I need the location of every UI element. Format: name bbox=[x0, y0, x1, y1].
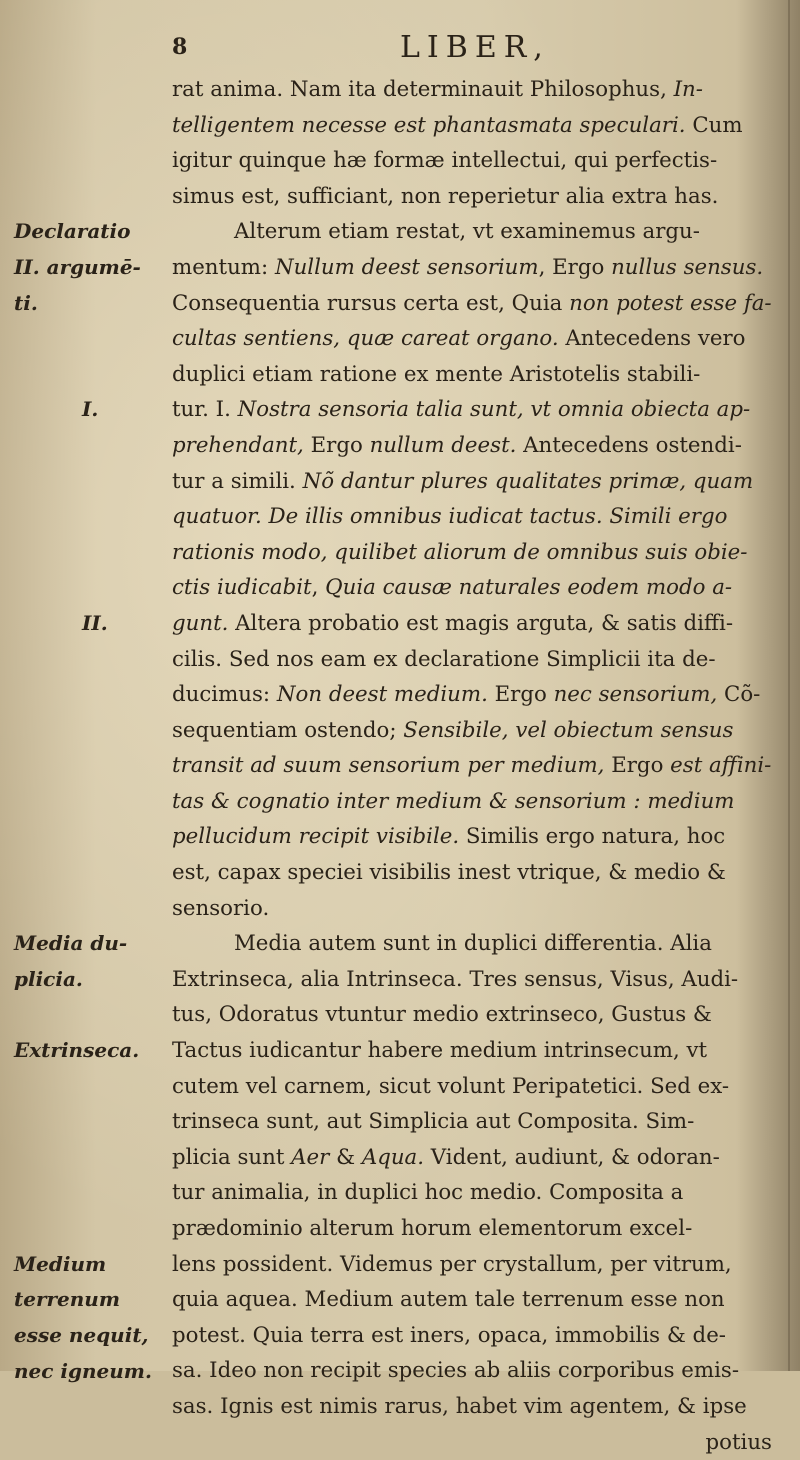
italic-text: non potest esse fa- bbox=[569, 290, 772, 316]
italic-text: Nõ dantur plures qualitates primæ, quam bbox=[302, 468, 754, 494]
margin-note-media-duplicia bbox=[14, 926, 164, 997]
roman-text: quia aquea. Medium autem tale terrenum esse non bbox=[172, 1287, 725, 1313]
margin-note-line: II. argumē- bbox=[14, 254, 141, 279]
text-line bbox=[172, 357, 772, 393]
roman-text: Altera probatio est magis arguta, & satis diffi- bbox=[228, 610, 734, 636]
roman-text: Ergo bbox=[604, 753, 671, 779]
roman-text: tus, Odoratus vtuntur medio extrinseco, Gustus & bbox=[172, 1002, 712, 1028]
roman-text: Media autem sunt in duplici differentia. Alia bbox=[234, 931, 712, 957]
text-line bbox=[172, 748, 772, 784]
text-line bbox=[172, 464, 772, 500]
italic-text: Aer bbox=[291, 1144, 330, 1170]
margin-note-line: ti. bbox=[14, 290, 38, 315]
margin-note-line: plicia. bbox=[14, 966, 83, 991]
margin-note-medium-terrenum bbox=[14, 1247, 164, 1389]
margin-note-line: terrenum bbox=[14, 1287, 121, 1312]
text-line bbox=[172, 1389, 772, 1425]
italic-text: Nostra sensoria talia sunt, vt omnia obiecta ap- bbox=[237, 397, 751, 423]
page-edge bbox=[788, 0, 790, 1371]
text-line bbox=[172, 108, 772, 144]
roman-text: potius bbox=[705, 1429, 772, 1455]
roman-text: lens possident. Videmus per crystallum, per vitrum, bbox=[172, 1251, 732, 1277]
italic-text: cultas sentiens, quæ careat organo. bbox=[172, 326, 559, 352]
roman-text: Ergo bbox=[487, 682, 554, 708]
text-line bbox=[172, 1318, 772, 1354]
text-line bbox=[172, 179, 772, 215]
text-line bbox=[172, 250, 772, 286]
text-line bbox=[172, 214, 772, 250]
roman-text: Similis ergo natura, hoc bbox=[459, 824, 726, 850]
roman-text: mentum: bbox=[172, 254, 275, 280]
page-number: 8 bbox=[172, 34, 188, 60]
text-line bbox=[172, 819, 772, 855]
roman-text: sas. Ignis est nimis rarus, habet vim agentem, & ipse bbox=[172, 1393, 747, 1419]
italic-text: quatuor. De illis omnibus iudicat tactus. Simili ergo bbox=[172, 504, 728, 530]
italic-text: Sensibile, vel obiectum sensus bbox=[403, 717, 734, 743]
text-line bbox=[172, 891, 772, 927]
margin-note-line: Media du- bbox=[14, 931, 128, 956]
roman-text: tur animalia, in duplici hoc medio. Composita a bbox=[172, 1180, 684, 1206]
page-header bbox=[150, 28, 780, 68]
roman-text: potest. Quia terra est iners, opaca, immobilis & de- bbox=[172, 1322, 726, 1348]
text-line bbox=[172, 642, 772, 678]
italic-text: pellucidum recipit visibile. bbox=[172, 824, 460, 850]
text-line bbox=[172, 321, 772, 357]
text-line bbox=[172, 1247, 772, 1283]
text-line bbox=[172, 428, 772, 464]
text-line bbox=[172, 1211, 772, 1247]
italic-text: est affini- bbox=[670, 753, 772, 779]
italic-text: transit ad suum sensorium per medium, bbox=[172, 753, 605, 779]
text-line bbox=[172, 962, 772, 998]
text-line bbox=[172, 1140, 772, 1176]
margin-note-line: nec igneum. bbox=[14, 1358, 152, 1383]
roman-text: , bbox=[311, 575, 326, 601]
text-line bbox=[172, 143, 772, 179]
roman-text: tur a simili. bbox=[172, 468, 303, 494]
roman-text: est, capax speciei visibilis inest vtrique, & medio & bbox=[172, 860, 726, 886]
margin-note-line: Declaratio bbox=[14, 219, 131, 244]
text-line bbox=[172, 72, 772, 108]
margin-note-line: II. bbox=[82, 611, 108, 635]
italic-text: rationis modo, quilibet aliorum de omnibus suis obie- bbox=[172, 539, 748, 565]
text-line bbox=[172, 286, 772, 322]
roman-text: sequentiam ostendo; bbox=[172, 717, 404, 743]
roman-text: Consequentia rursus certa est, Quia bbox=[172, 290, 570, 316]
roman-text: ducimus: bbox=[172, 682, 277, 708]
roman-text: plicia sunt bbox=[172, 1144, 292, 1170]
italic-text: nec sensorium, bbox=[553, 682, 718, 708]
margin-note-declaratio bbox=[14, 214, 164, 321]
margin-note-numeral-2 bbox=[14, 606, 162, 642]
roman-text: Cum bbox=[685, 112, 743, 138]
italic-text: Quia causæ naturales eodem modo a- bbox=[325, 575, 733, 601]
roman-text: Antecedens vero bbox=[558, 326, 746, 352]
text-line bbox=[172, 1033, 772, 1069]
text-line bbox=[172, 1104, 772, 1140]
italic-text: tas & cognatio inter medium & sensorium : medium bbox=[172, 788, 735, 814]
italic-text: gunt. bbox=[172, 610, 229, 636]
italic-text: Aqua. bbox=[361, 1144, 425, 1170]
roman-text: cutem vel carnem, sicut volunt Peripatetici. Sed ex- bbox=[172, 1073, 730, 1099]
italic-text: nullum deest. bbox=[369, 432, 517, 458]
italic-text: Non deest medium. bbox=[276, 682, 488, 708]
text-line bbox=[172, 570, 772, 606]
running-head: LIBER, bbox=[400, 30, 550, 65]
roman-text: simus est, sufficiant, non reperietur alia extra has. bbox=[172, 183, 719, 209]
roman-text: Tactus iudicantur habere medium intrinsecum, vt bbox=[172, 1038, 708, 1064]
margin-note-line: I. bbox=[82, 397, 99, 422]
italic-text: prehendant, bbox=[172, 432, 304, 458]
text-line bbox=[172, 499, 772, 535]
roman-text: cilis. Sed nos eam ex declaratione Simplicii ita de- bbox=[172, 646, 716, 672]
roman-text: tur. I. bbox=[172, 397, 238, 423]
text-line bbox=[172, 1175, 772, 1211]
roman-text: trinseca sunt, aut Simplicia aut Composita. Sim- bbox=[172, 1109, 695, 1135]
text-line bbox=[172, 926, 772, 962]
text-line bbox=[172, 1425, 772, 1460]
roman-text: Ergo bbox=[303, 432, 370, 458]
roman-text: & bbox=[329, 1144, 362, 1170]
italic-text: ctis iudicabit bbox=[172, 575, 312, 601]
text-line bbox=[172, 1069, 772, 1105]
italic-text: Nullum deest sensorium bbox=[274, 254, 539, 280]
text-line bbox=[172, 784, 772, 820]
body-text bbox=[172, 72, 772, 1460]
text-line bbox=[172, 392, 772, 428]
roman-text: Extrinseca, alia Intrinseca. Tres sensus, Visus, Audi- bbox=[172, 966, 739, 992]
text-line bbox=[172, 1282, 772, 1318]
margin-note-extrinseca bbox=[14, 1033, 164, 1069]
text-line bbox=[172, 997, 772, 1033]
roman-text: rat anima. Nam ita determinauit Philosophus, bbox=[172, 77, 674, 102]
roman-text: sensorio. bbox=[172, 895, 270, 921]
italic-text: In- bbox=[673, 77, 703, 102]
text-line bbox=[172, 677, 772, 713]
italic-text: nullus sensus. bbox=[611, 254, 764, 280]
text-line bbox=[172, 606, 772, 642]
roman-text: duplici etiam ratione ex mente Aristotelis stabili- bbox=[172, 361, 701, 387]
text-line bbox=[172, 713, 772, 749]
text-line bbox=[172, 855, 772, 891]
roman-text: igitur quinque hæ formæ intellectui, qui perfectis- bbox=[172, 148, 718, 174]
text-line bbox=[172, 535, 772, 571]
margin-note-line: Medium bbox=[14, 1251, 107, 1276]
roman-text: Vident, audiunt, & odoran- bbox=[424, 1144, 720, 1170]
roman-text: Alterum etiam restat, vt examinemus argu- bbox=[234, 219, 700, 245]
roman-text: Antecedens ostendi- bbox=[516, 432, 742, 458]
roman-text: prædominio alterum horum elementorum excel- bbox=[172, 1216, 693, 1241]
margin-note-line: Extrinseca. bbox=[14, 1038, 140, 1063]
text-line bbox=[172, 1353, 772, 1389]
roman-text: Cõ- bbox=[717, 682, 761, 708]
roman-text: sa. Ideo non recipit species ab aliis corporibus emis- bbox=[172, 1358, 740, 1384]
italic-text: telligentem necesse est phantasmata speculari. bbox=[172, 112, 686, 138]
roman-text: , Ergo bbox=[538, 254, 612, 280]
margin-note-numeral-1 bbox=[14, 392, 162, 428]
margin-note-line: esse nequit, bbox=[14, 1322, 149, 1347]
